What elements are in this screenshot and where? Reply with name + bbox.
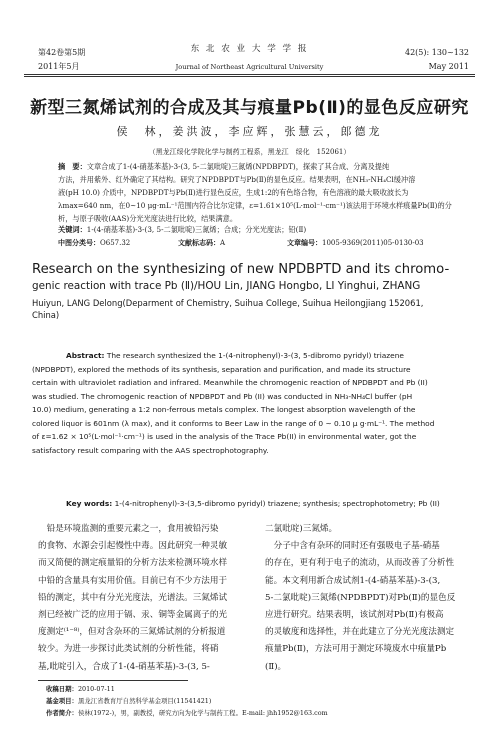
header-rule-bottom	[24, 76, 475, 77]
header-journal-cn: 东 北 农 业 大 学 学 报	[190, 44, 309, 54]
footnote-fund: 基金项目：黑龙江省教育厅自然科学基金项目(11541421)	[46, 697, 212, 705]
document-code: 文献标志码：A	[178, 239, 226, 247]
header-volume: 第42卷第5期	[38, 48, 86, 57]
paper-title: 新型三氮烯试剂的合成及其与痕量Pb(Ⅱ)的显色反应研究	[30, 98, 469, 118]
english-abstract-line: colored liquor is 601nm (λ max), and it conforms to Beer Law in the range of 0 ~ 0.10 μ g·mL⁻¹. The method	[32, 418, 435, 428]
article-number: 文章编号：1005-9369(2011)05-0130-03	[287, 239, 424, 247]
body-line: 能。本文利用新合成试剂1-(4-硝基苯基)-3-(3,	[265, 575, 441, 586]
body-column-right	[265, 521, 477, 676]
body-line: (Ⅱ)。	[265, 661, 287, 672]
footnote-rule	[38, 680, 188, 681]
body-line: 较少。为进一步探讨此类试剂的分析性能，将硝	[38, 644, 219, 655]
abstract-cn-label: 摘 要：	[58, 162, 87, 171]
header-month: May 2011	[428, 62, 469, 71]
english-keywords-label: Key words:	[66, 499, 113, 508]
body-line: 的存在，更有利于电子的流动，从而改善了分析性	[265, 558, 455, 569]
english-abstract-line: satisfactory result comparing with the AAS spectrophotography.	[32, 445, 269, 455]
keywords-cn	[58, 223, 478, 236]
header-date: 2011年5月	[38, 62, 80, 71]
english-authors: Huiyun, LANG Delong(Deparment of Chemistry, Suihua College, Suihua Heilongjiang 152061, China)	[32, 298, 424, 320]
body-line: 应进行研究。结果表明，该试剂对Pb(Ⅱ)有极高	[265, 610, 444, 621]
abstract-cn-line: 析，与原子吸收(AAS)分光光度法进行比较，结果满意。	[58, 214, 238, 223]
english-abstract-label: Abstract:	[66, 351, 105, 360]
footnote-received: 收稿日期：2010-07-11	[46, 685, 115, 693]
body-line: 铅的测定，其中有分光光度法，光谱法。三氮烯试	[38, 592, 228, 603]
english-abstract-line: 10.0) medium, generating a 1:2 non-ferrous metals complex. The longest absorption wavelength of the	[32, 405, 416, 414]
body-column-left	[38, 521, 252, 676]
abstract-cn-line: 方法，并用紫外、红外确定了其结构。研究了NPDBPDT与Pb(Ⅱ)的显色反应。结果表明，在NH₃-NH₄Cl缓冲溶	[58, 175, 416, 184]
clc-number: 中图分类号：O657.32	[58, 239, 131, 247]
body-line: 二氯吡啶)三氮烯。	[265, 524, 338, 534]
header-rule-top	[24, 74, 475, 75]
keywords-cn-label: 关键词：	[58, 225, 87, 234]
body-line: 5-二氯吡啶)三氮烯(NPDBPDT)对Pb(Ⅱ)的显色反	[265, 592, 456, 603]
body-line: 分子中含有杂环的同时还有强吸电子基-硝基	[265, 541, 440, 552]
abstract-cn-line: λmax=640 nm，在0~10 μg·mL⁻¹范围内符合比尔定律，ε=1.61×10⁵(L·mol⁻¹·cm⁻¹)该法用于环境水样痕量Pb(Ⅱ)的分	[58, 201, 452, 210]
paper-affiliation: （黑龙江绥化学院化学与制药工程系，黑龙江 绥化 152061）	[148, 148, 351, 156]
abstract-cn-line: 摘 要：文章合成了1-(4-硝基苯基)-3-(3, 5-二氯吡啶)三氮烯(NPDBPDT)，探索了其合成、分离及提纯	[58, 162, 390, 171]
body-line: 基,吡啶引入，合成了1-(4-硝基苯基)-3-(3, 5-	[38, 661, 210, 672]
body-line: 的灵敏度和选择性，并在此建立了分光光度法测定	[265, 627, 455, 638]
english-abstract-line: (NPDBPDT), explored the methods of its synthesis, separation and purification, and made its structure	[32, 364, 411, 374]
english-abstract-line: was studied. The chromogenic reaction of NPDBPDT and Pb (II) was conducted in NH₃-NH₄Cl buffer (pH	[32, 391, 413, 401]
body-line: 中铅的含量具有实用价值。目前已有不少方法用于	[38, 575, 228, 586]
abstract-cn	[58, 160, 478, 225]
keywords-cn-text: 1-(4-硝基苯基)-3-(3, 5-二氯吡啶)三氮烯；合成；分光光度法；铅(Ⅱ)	[86, 225, 307, 234]
body-line: 铅是环境监测的重要元素之一，食用被铅污染	[38, 524, 219, 534]
english-title: Research on the synthesizing of new NPDBPTD and its chromo- genic reaction with trace Pb (Ⅱ)/HOU Lin, JIANG Hongbo, LI Yinghui, ZHANG	[32, 262, 450, 292]
english-abstract-line: of ε=1.62 × 10⁵(L·mol⁻¹·cm⁻¹) is used in the analysis of the Trace Pb(II) in environmental water, got the	[32, 432, 417, 441]
header-pages: 42(5): 130~132	[405, 48, 469, 57]
body-line: 剂已经被广泛的应用于镉、汞、铜等金属离子的光	[38, 610, 228, 621]
body-line: 的食物、水源会引起慢性中毒。因此研究一种灵敏	[38, 541, 228, 552]
english-abstract: Abstract: The research synthesized the 1-(4-nitrophenyl)-3-(3, 5-dibromo pyridyl) triazene (NPDBPDT), explored the methods of its synthesis, separation and purification, and made its structure certain with ultraviolet radiation and infrared. Meanwhile the chromogenic reaction of NPDBPDT and Pb (II) was studied. The chromogenic reaction of NPDBPDT and Pb (II) was conducted in NH₃-NH₄Cl buffer (pH 10.0) medium, generating a 1:2 non-ferrous metals complex. The longest absorption wavelength of the colored liquor is 601nm (λ max), and it conforms to Beer Law in the range of 0 ~ 0.10 μ g·mL⁻¹. The method of ε=1.62 × 10⁵(L·mol⁻¹·cm⁻¹) is used in the analysis of the Trace Pb(II) in environmental water, got the satisfactory result comparing with the AAS spectrophotography.	[32, 349, 470, 457]
paper-authors: 侯 林，姜洪波，李应辉，张慧云，郎德龙	[116, 125, 383, 138]
body-line: 而又简便的测定痕量铅的分析方法来检测环境水样	[38, 558, 228, 569]
body-line: 度测定⁽¹⁻⁸⁾，但对含杂环的三氮烯试剂的分析报道	[38, 627, 226, 638]
header-journal-en: Journal of Northeast Agricultural University	[175, 63, 324, 71]
english-keywords: Key words: 1-(4-nitrophenyl)-3-(3,5-dibromo pyridyl) triazene; synthesis; spectrophotometry; Pb (II)	[32, 498, 472, 509]
body-line: 痕量Pb(Ⅱ)，方法可用于测定环境废水中痕量Pb	[265, 644, 447, 655]
abstract-cn-line: 液(pH 10.0) 介质中，NPDBPDT与Pb(Ⅱ)进行显色反应，生成1:2的有色络合物，有色溶液的最大吸收波长为	[58, 188, 409, 197]
footnote-author: 作者简介：侯林(1972-)，男，副教授，研究方向为化学与制药工程。E-mail: jhh1952@163.com	[46, 709, 328, 717]
english-abstract-line: certain with ultraviolet radiation and infrared. Meanwhile the chromogenic reaction of NPDBPDT and Pb (II)	[32, 378, 428, 387]
